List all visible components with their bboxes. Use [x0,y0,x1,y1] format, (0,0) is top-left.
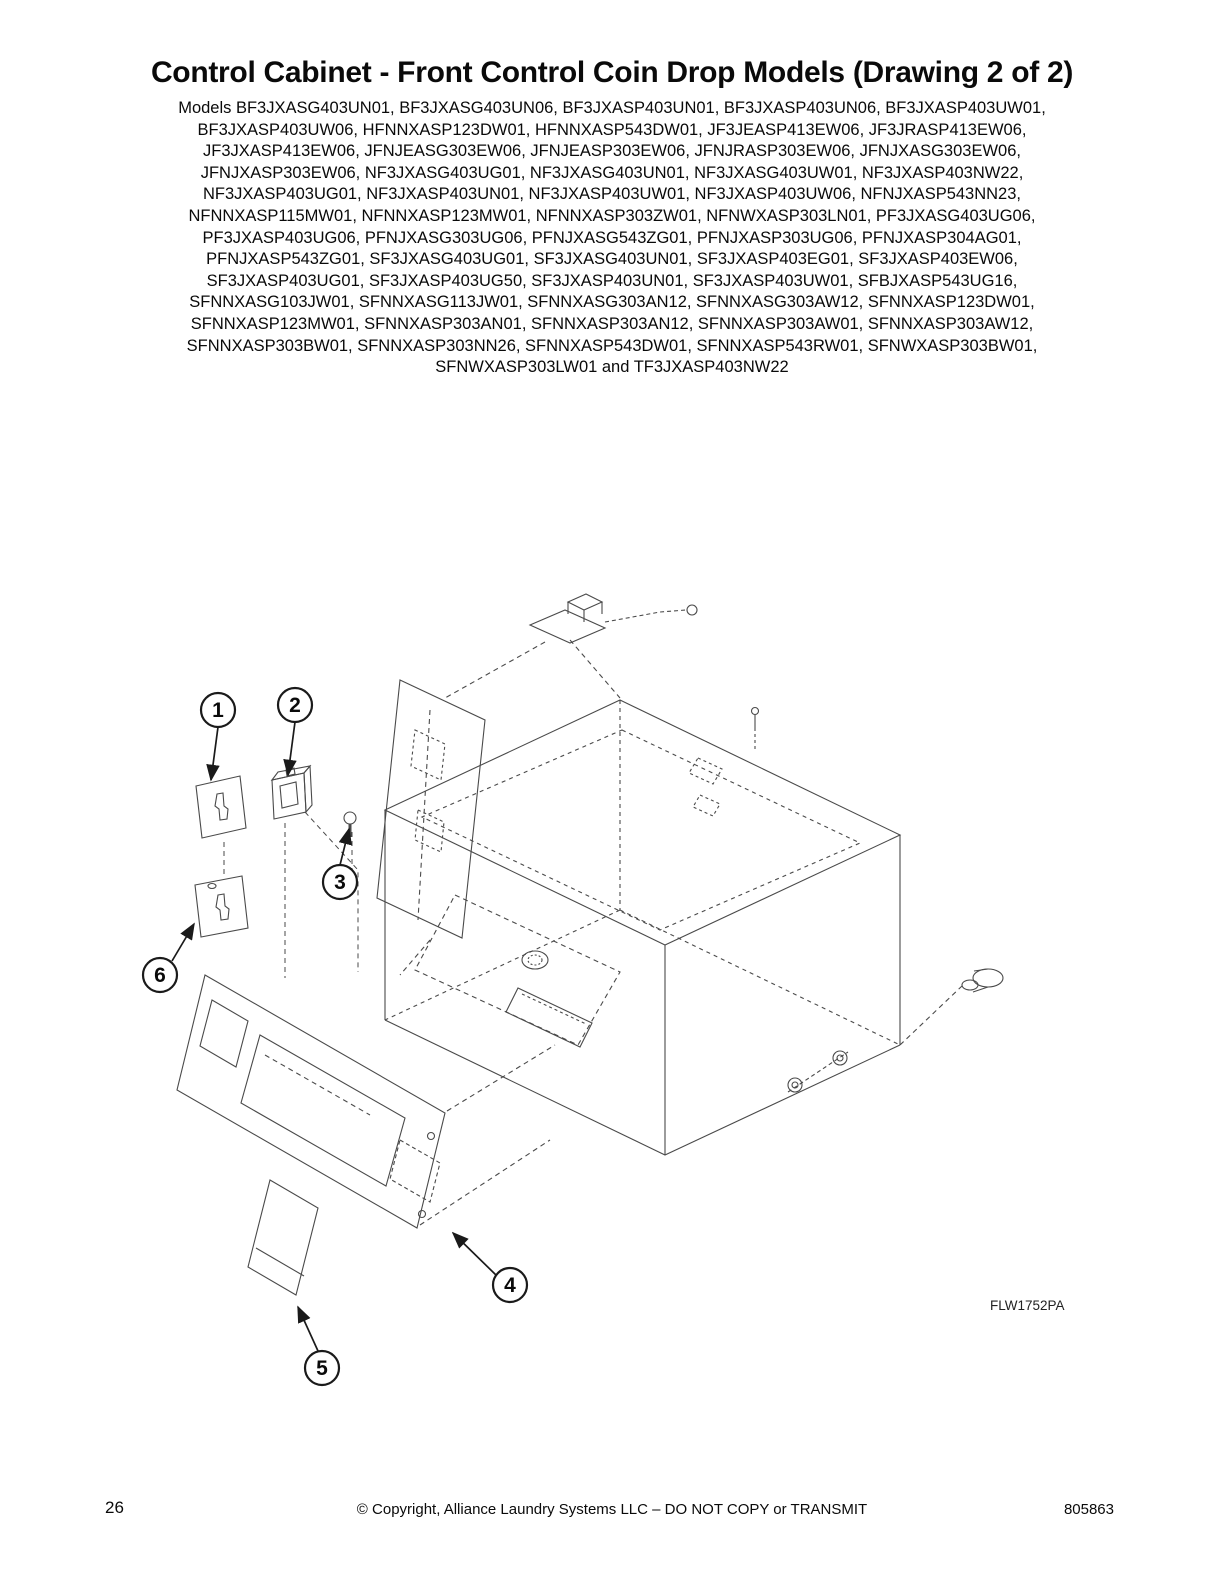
callout-2-number: 2 [289,694,301,717]
models-line: SFNWXASP303LW01 and TF3JXASP403NW22 [435,358,789,377]
callout-5-arrow [298,1307,318,1351]
part-5-overlay [248,1180,318,1295]
document-number: 805863 [1063,1501,1114,1518]
callout-2-arrow [288,722,295,775]
callout-3 [323,865,357,899]
callout-6 [143,958,177,992]
callout-3-number: 3 [334,871,346,894]
lock-and-fasteners [788,969,1003,1092]
callout-1 [201,693,235,727]
part-6-plate [195,876,248,937]
models-line: BF3JXASP403UW06, HFNNXASP123DW01, HFNNXASP543DW01, JF3JEASP413EW06, JF3JRASP413EW06, [197,120,1027,139]
control-panel [177,975,555,1228]
top-bracket-assembly [445,594,697,698]
part-2-coin-drop-switch [272,766,312,819]
copyright-text: © Copyright, Alliance Laundry Systems LLC – DO NOT COPY or TRANSMIT [356,1501,868,1518]
models-line: NF3JXASP403UG01, NF3JXASP403UN01, NF3JXASP403UW01, NF3JXASP403UW06, NFNJXASP543NN23, [202,185,1021,204]
models-line: Models BF3JXASG403UN01, BF3JXASG403UN06, BF3JXASP403UN01, BF3JXASP403UN06, BF3JXASP403UW01, [178,99,1046,117]
cabinet-outline [385,700,900,1155]
models-line: SFNNXASP123MW01, SFNNXASP303AN01, SFNNXASP303AN12, SFNNXASP303AW01, SFNNXASP303AW12, [190,314,1034,333]
models-line: NFNNXASP115MW01, NFNNXASP123MW01, NFNNXASP303ZW01, NFNWXASP303LN01, PF3JXASG403UG06, [188,206,1036,225]
callout-4-number: 4 [504,1274,516,1297]
callout-4-arrow [453,1233,497,1276]
models-line: JF3JXASP413EW06, JFNJEASG303EW06, JFNJEASP303EW06, JFNJRASP303EW06, JFNJXASG303EW06, [203,142,1021,161]
models-line: SFNNXASG103JW01, SFNNXASG113JW01, SFNNXASG303AN12, SFNNXASG303AW12, SFNNXASP123DW01, [189,293,1035,312]
callout-5-number: 5 [316,1357,328,1380]
callout-arrows [172,722,497,1351]
models-list [102,98,1122,379]
figure-code: FLW1752PA [990,1298,1065,1313]
mounting-bracket [377,680,485,975]
part-1-plate [196,776,246,838]
models-line: SFNNXASP303BW01, SFNNXASP303NN26, SFNNXASP543DW01, SFNNXASP543RW01, SFNWXASP303BW01, [186,336,1038,355]
page-title: Control Cabinet - Front Control Coin Drop Models (Drawing 2 of 2) [150,56,1074,89]
callout-1-number: 1 [212,699,224,722]
callout-1-arrow [211,727,218,780]
exploded-parts-diagram [100,580,1124,1420]
models-line: JFNJXASP303EW06, NF3JXASG403UG01, NF3JXASG403UN01, NF3JXASG403UW01, NF3JXASP403NW22, [200,163,1024,182]
callout-4 [493,1268,527,1302]
callout-5 [305,1351,339,1385]
part-3-screw [344,812,356,837]
models-line: SF3JXASP403UG01, SF3JXASP403UG50, SF3JXASP403UN01, SF3JXASP403UW01, SFBJXASP543UG16, [206,271,1018,290]
callout-3-arrow [340,829,349,865]
models-line: PFNJXASP543ZG01, SF3JXASG403UG01, SF3JXASG403UN01, SF3JXASP403EG01, SF3JXASP403EW06, [206,250,1018,269]
callout-6-number: 6 [154,964,166,987]
callout-6-arrow [172,924,194,961]
callout-2 [278,688,312,722]
models-line: PF3JXASP403UG06, PFNJXASG303UG06, PFNJXASG543ZG01, PFNJXASP303UG06, PFNJXASP304AG01, [202,228,1022,247]
page-number: 26 [105,1498,124,1517]
